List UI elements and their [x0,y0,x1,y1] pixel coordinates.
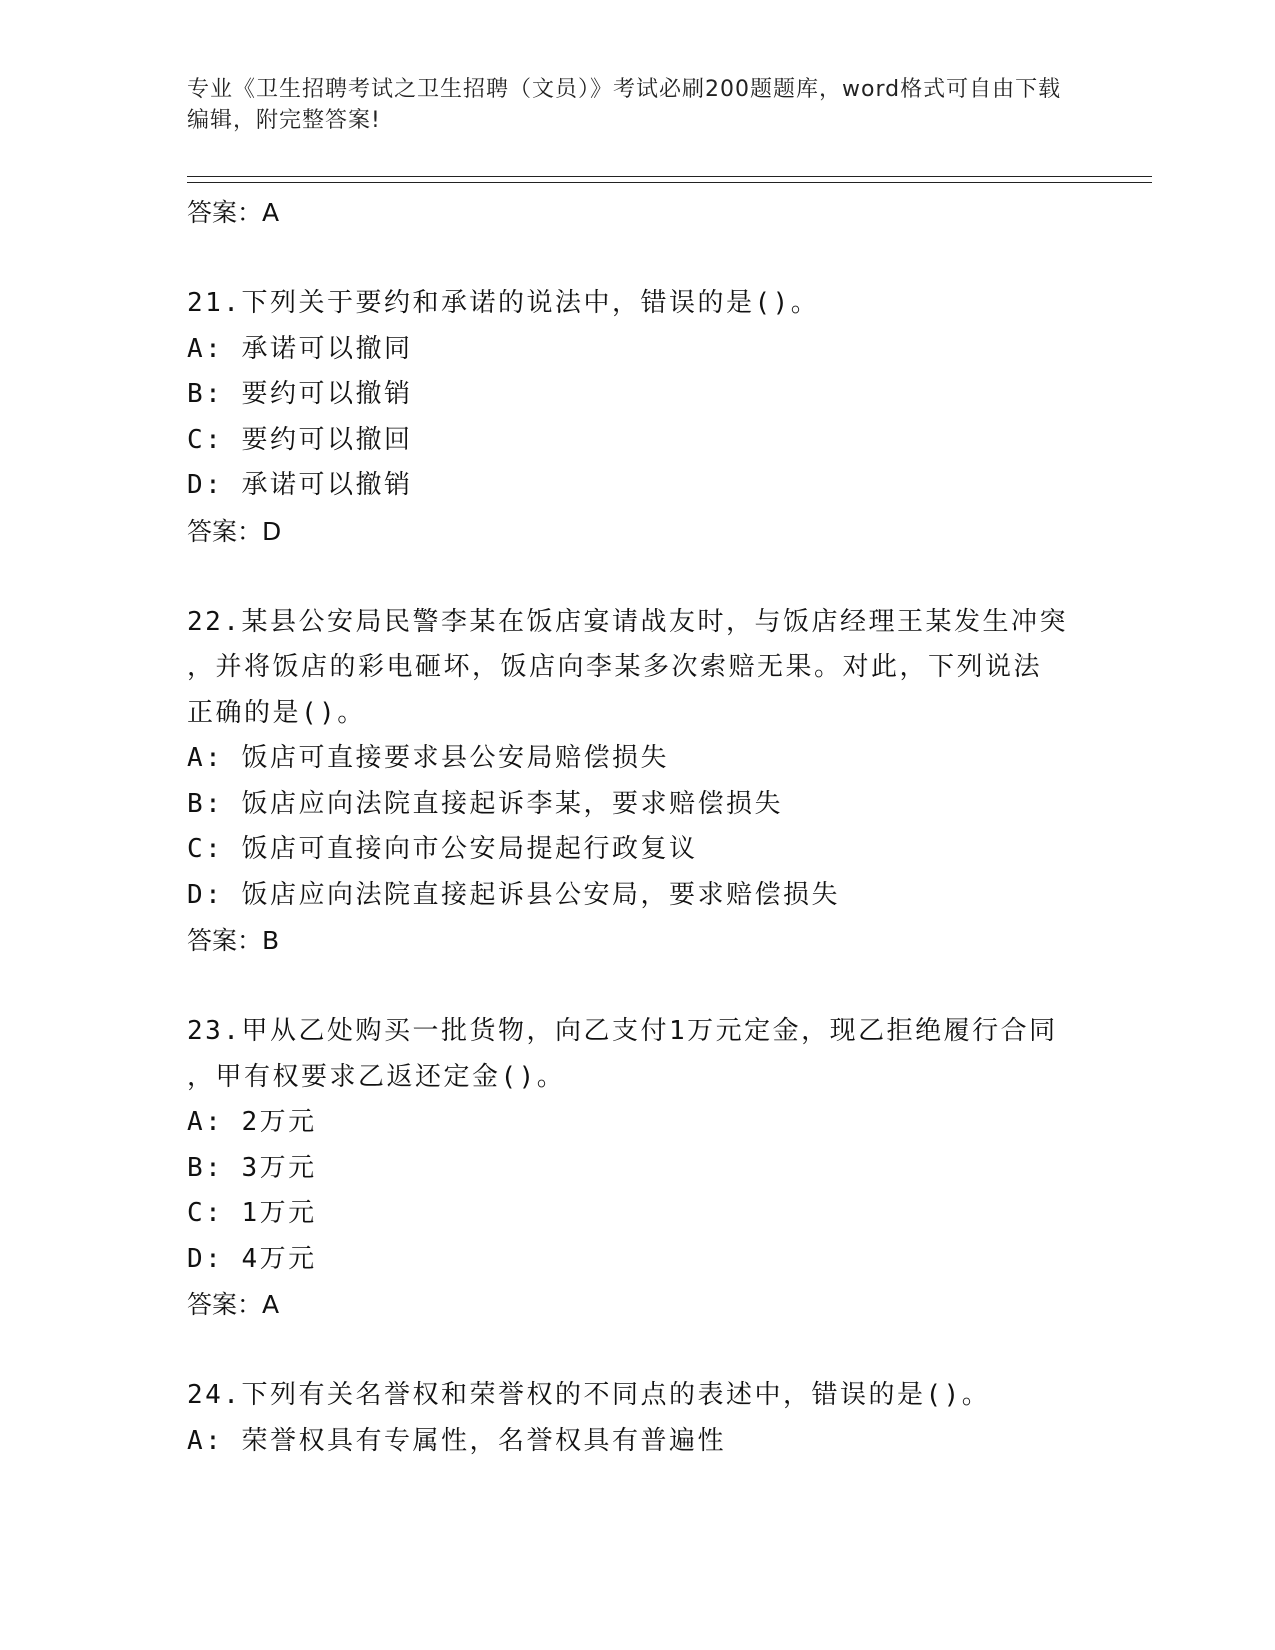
option-c: C: 饭店可直接向市公安局提起行政复议 [187,834,698,864]
question-list [187,190,1087,1464]
header-rule-bottom [187,182,1152,183]
answer-line: 答案：A [187,198,280,227]
question-line: ，甲有权要求乙返还定金()。 [187,1061,566,1092]
option-b: B: 3万元 [187,1152,317,1183]
question-text [187,600,1087,737]
option-d: D: 4万元 [187,1243,317,1274]
question-text [187,281,1087,327]
answer-line: 答案：D [187,516,282,546]
question-text [187,1373,1087,1419]
question-23 [187,1009,1087,1327]
answer-line: 答案：B [187,926,280,955]
option-b: B: 饭店应向法院直接起诉李某，要求赔偿损失 [187,788,783,819]
option-c: C: 要约可以撤回 [187,424,413,455]
question-21 [187,281,1087,554]
option-d: D: 承诺可以撤销 [187,470,413,500]
question-text [187,1009,1087,1100]
option-a: A: 承诺可以撤同 [187,333,413,364]
question-line: ，并将饭店的彩电砸坏，饭店向李某多次索赔无果。对此，下列说法 [187,652,1043,682]
question-24 [187,1373,1087,1464]
option-d: D: 饭店应向法院直接起诉县公安局，要求赔偿损失 [187,879,840,910]
option-a: A: 饭店可直接要求县公安局赔偿损失 [187,743,669,773]
question-line: 22.某县公安局民警李某在饭店宴请战友时，与饭店经理王某发生冲突 [187,606,1068,637]
question-line: 正确的是()。 [187,697,366,728]
question-line: 24.下列有关名誉权和荣誉权的不同点的表述中，错误的是()。 [187,1380,991,1410]
question-22 [187,600,1087,964]
question-line: 21.下列关于要约和承诺的说法中，错误的是()。 [187,288,820,318]
option-b: B: 要约可以撤销 [187,379,413,409]
option-c: C: 1万元 [187,1198,317,1228]
page-header: 专业《卫生招聘考试之卫生招聘（文员）》考试必刷200题题库，word格式可自由下载编辑，附完整答案! [187,77,1062,133]
option-a: A: 荣誉权具有专属性，名誉权具有普遍性 [187,1425,726,1456]
question-line: 23.甲从乙处购买一批货物，向乙支付1万元定金，现乙拒绝履行合同 [187,1016,1058,1046]
header-rule-top [187,176,1152,177]
answer-line: 答案：A [187,1290,280,1319]
option-a: A: 2万元 [187,1107,317,1137]
